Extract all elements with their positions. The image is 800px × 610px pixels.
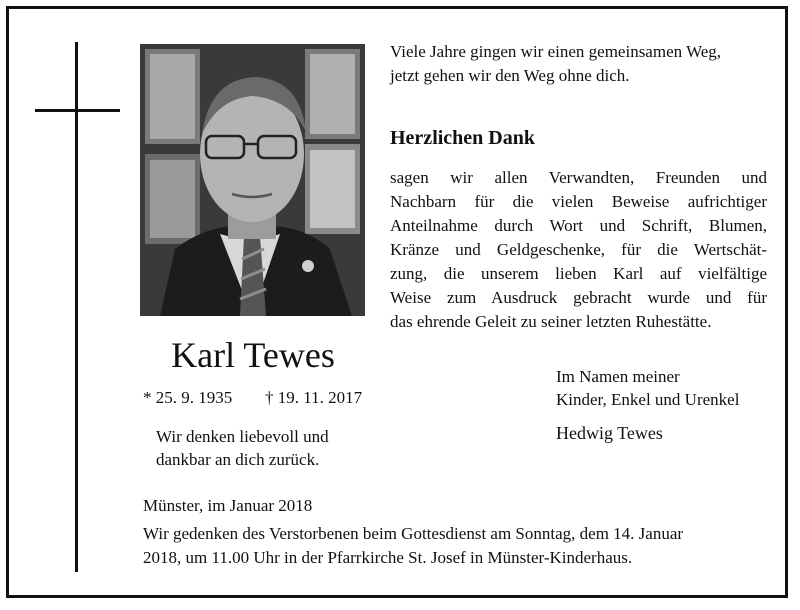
- signature-intro: [556, 365, 739, 411]
- poem: [390, 40, 780, 88]
- thanks-line: Weise zum Ausdruck gebracht wurde und für: [390, 288, 767, 307]
- poem-line: Viele Jahre gingen wir einen gemeinsamen Weg,: [390, 42, 722, 61]
- poem-line: jetzt gehen wir den Weg ohne dich.: [390, 66, 630, 85]
- portrait-photo: [140, 44, 365, 316]
- thanks-text: [390, 166, 767, 334]
- thanks-line: zung, die unserem lieben Karl auf vielfältige: [390, 264, 767, 283]
- thanks-line: Kränze und Geldgeschenke, für die Wertschät-: [390, 240, 767, 259]
- memory-text: [156, 425, 329, 471]
- thanks-line: sagen wir allen Verwandten, Freunden und: [390, 168, 767, 187]
- death-date: † 19. 11. 2017: [265, 388, 363, 407]
- service-notice: [143, 522, 703, 570]
- thanks-line: Anteilnahme durch Wort und Schrift, Blumen,: [390, 216, 767, 235]
- deceased-name: Karl Tewes: [171, 335, 335, 375]
- thanks-title: Herzlichen Dank: [390, 127, 535, 149]
- service-line: Wir gedenken des Verstorbenen beim Gottesdienst am Sonntag, dem 14. Januar: [143, 524, 684, 543]
- cross-icon-vertical: [75, 42, 78, 572]
- memory-line: Wir denken liebevoll und: [156, 427, 329, 446]
- cross-icon-horizontal: [35, 109, 120, 112]
- service-line: 2018, um 11.00 Uhr in der Pfarrkirche St. Josef in Münster-Kinderhaus.: [143, 548, 633, 567]
- thanks-line: das ehrende Geleit zu seiner letzten Ruhestätte.: [390, 312, 712, 331]
- signature-line: Im Namen meiner: [556, 367, 680, 386]
- place-date: Münster, im Januar 2018: [143, 496, 313, 515]
- birth-date: * 25. 9. 1935: [143, 388, 233, 407]
- memory-line: dankbar an dich zurück.: [156, 450, 320, 469]
- signature-line: Kinder, Enkel und Urenkel: [556, 390, 740, 409]
- signer-name: Hedwig Tewes: [556, 423, 663, 443]
- thanks-line: Nachbarn für die vielen Beweise aufrichtiger: [390, 192, 767, 211]
